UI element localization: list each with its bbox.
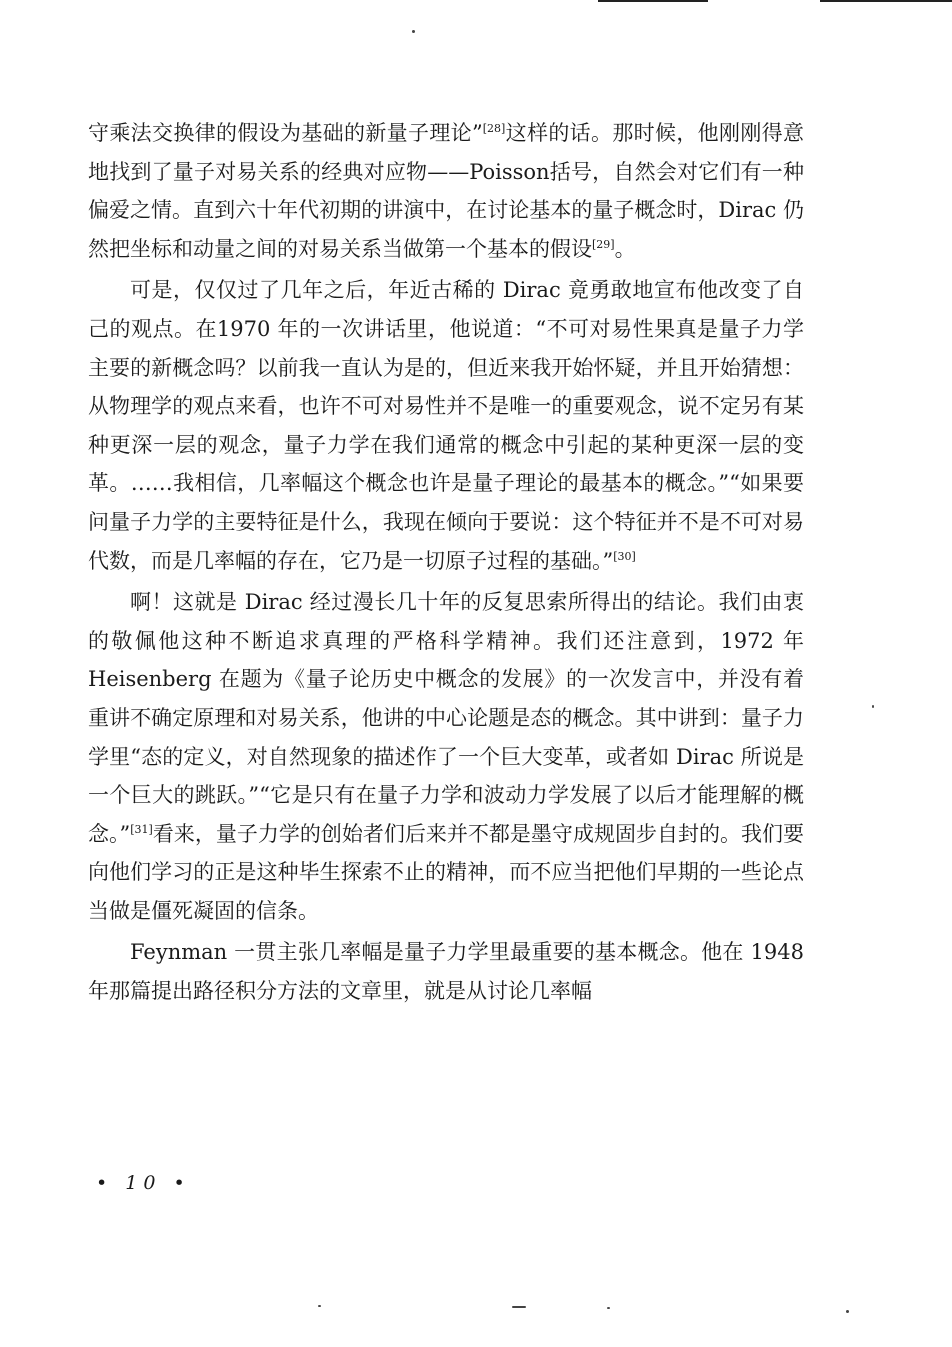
page-body	[88, 114, 804, 1011]
scan-speck	[412, 30, 415, 33]
paragraph-text: 看来，量子力学的创始者们后来并不都是墨守成规固步自封的。我们要向他们学习的正是这种毕生探索不止的精神，而不应当把他们早期的一些论点当做是僵死凝固的信条。	[88, 821, 804, 923]
citation-29: [29]	[592, 237, 615, 251]
scan-speck	[607, 1307, 610, 1309]
paragraph-text: 啊！这就是 Dirac 经过漫长几十年的反复思索所得出的结论。我们由衷的敬佩他这种不断追求真理的严格科学精神。我们还注意到，1972 年 Heisenberg 在题为《量子论历史中概念的发展》的一次发言中，并没有着重讲不确定原理和对易关系，他讲的中心论题是态的概念。其中讲到：量子力学里“态的定义，对自然现象的描述作了一个巨大变革，或者如 Dirac 所说是一个巨大的跳跃。”“它是只有在量子力学和波动力学发展了以后才能理解的概念。”	[88, 590, 804, 846]
paragraph-dirac-quote	[88, 271, 804, 580]
paragraph-continuation	[88, 114, 804, 268]
scan-speck	[512, 1306, 526, 1308]
paragraph-feynman	[88, 933, 804, 1010]
citation-28: [28]	[482, 122, 506, 135]
citation-31: [31]	[130, 822, 153, 836]
citation-30: [30]	[613, 549, 636, 563]
paragraph-text: 这样的话。那时候，他刚刚得意地找到了量子对易关系的经典对应物——Poisson括号，自然会对它们有一种偏爱之情。直到六十年代初期的讲演中，在讨论基本的量子概念时，Dirac 仍然把坐标和动量之间的对易关系当做第一个基本的假设	[88, 121, 805, 261]
paragraph-text: Feynman 一贯主张几率幅是量子力学里最重要的基本概念。他在 1948 年那篇提出路径积分方法的文章里，就是从讨论几率幅	[88, 940, 804, 1004]
header-rule-right	[820, 0, 952, 2]
paragraph-text: 守乘法交换律的假设为基础的新量子理论”	[88, 121, 483, 145]
scan-speck	[318, 1305, 321, 1307]
paragraph-heisenberg	[88, 583, 804, 930]
paragraph-text: 。	[614, 236, 636, 261]
page-number: • 10 •	[96, 1172, 191, 1194]
paragraph-text: 可是，仅仅过了几年之后，年近古稀的 Dirac 竟勇敢地宣布他改变了自己的观点。在1970 年的一次讲话里，他说道：“不可对易性果真是量子力学主要的新概念吗？以前我一直认为是的，但近来我开始怀疑，并且开始猜想：从物理学的观点来看，也许不可对易性并不是唯一的重要观念，说不定另有某种更深一层的观念，量子力学在我们通常的概念中引起的某种更深一层的变革。……我相信，几率幅这个概念也许是量子理论的最基本的概念。”“如果要问量子力学的主要特征是什么，我现在倾向于要说：这个特征并不是不可对易代数，而是几率幅的存在，它乃是一切原子过程的基础。”	[88, 278, 804, 573]
scan-speck	[872, 705, 874, 708]
scan-speck	[846, 1310, 849, 1313]
header-rule-left	[598, 0, 708, 2]
